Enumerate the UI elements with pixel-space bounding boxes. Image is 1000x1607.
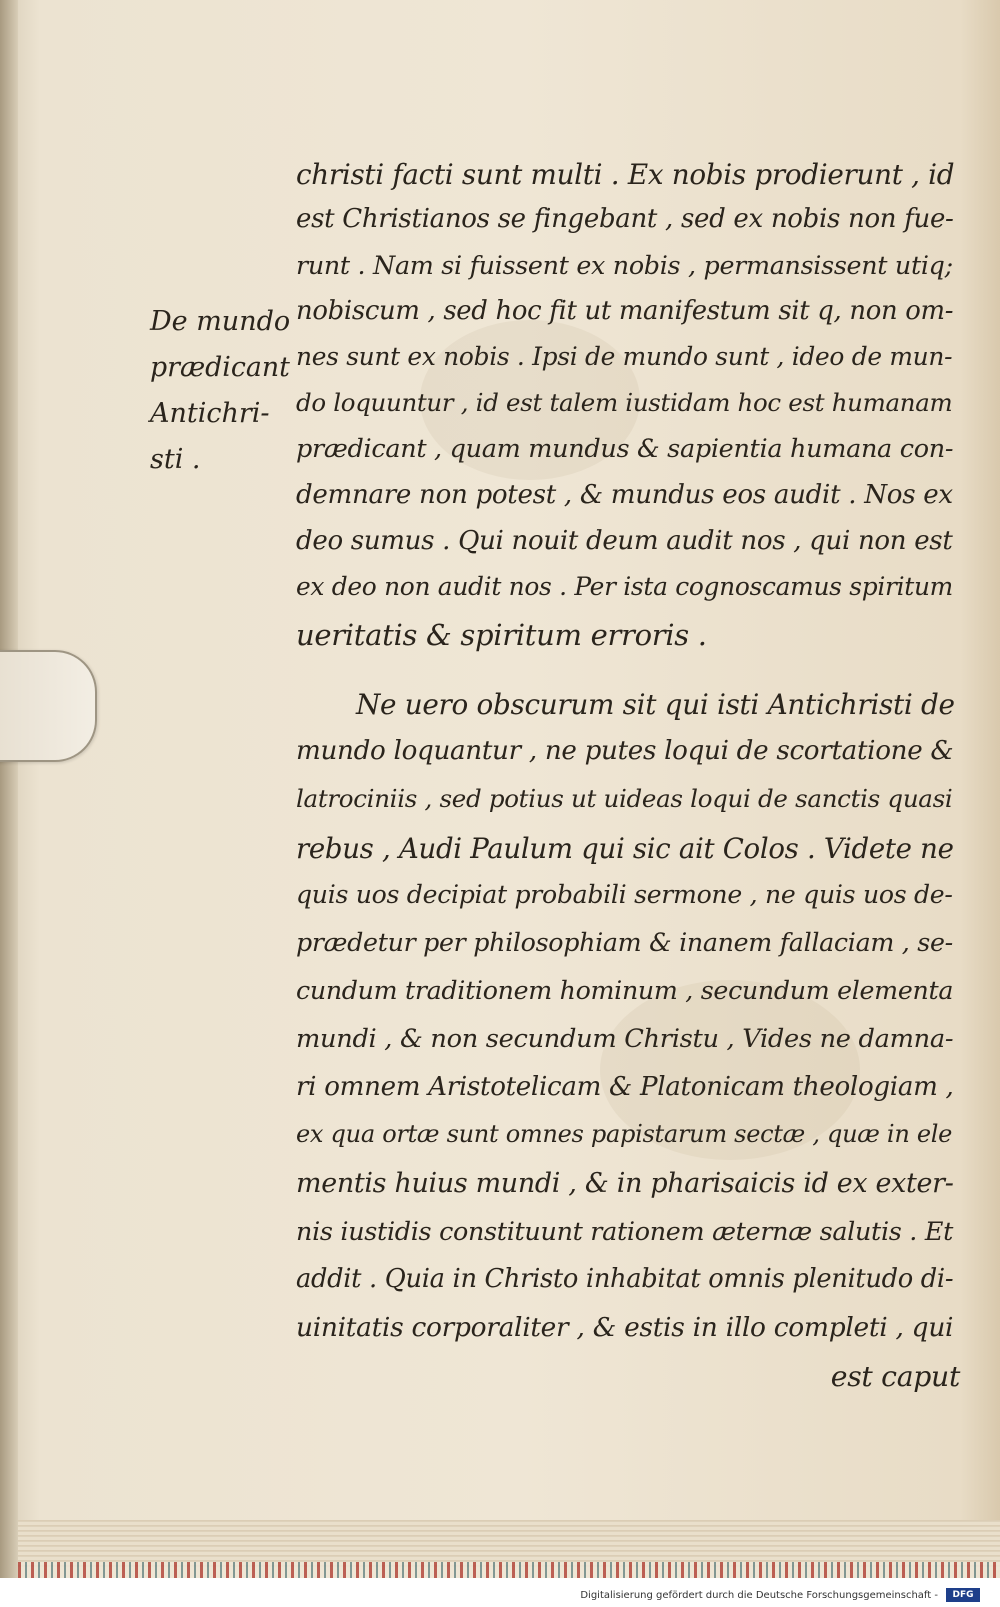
text-line: demnare non potest , & mundus eos audit . Nos ex (296, 480, 953, 510)
marginal-note: Antichri- (150, 398, 270, 429)
clasp-tab (0, 650, 97, 762)
text-line: rebus , Audi Paulum qui sic ait Colos . Videte ne (296, 832, 954, 865)
marginal-note: sti . (150, 444, 201, 475)
text-line: ex qua ortæ sunt omnes papistarum sectæ , quæ in ele (296, 1120, 953, 1148)
text-line: runt . Nam si fuissent ex nobis , permansissent utiq; (296, 250, 953, 280)
text-line: nobiscum , sed hoc fit ut manifestum sit q, non om- (296, 296, 954, 326)
text-line: deo sumus . Qui nouit deum audit nos , qui non est (296, 526, 953, 556)
text-line: Ne uero obscurum sit qui isti Antichristi de (356, 688, 955, 721)
text-line: est Christianos se fingebant , sed ex nobis non fue- (296, 204, 954, 234)
text-line: prædicant , quam mundus & sapientia humana con- (296, 434, 954, 464)
text-line: christi facti sunt multi . Ex nobis prodierunt , id (296, 158, 955, 191)
text-line: latrociniis , sed potius ut uideas loqui de sanctis quasi (296, 784, 953, 813)
text-line: ueritatis & spiritum erroris . (296, 618, 707, 652)
catchword: est caput (830, 1360, 960, 1393)
text-line: nes sunt ex nobis . Ipsi de mundo sunt , ideo de mun- (296, 342, 953, 371)
text-line: mundo loquantur , ne putes loqui de scortatione & (296, 736, 954, 766)
text-line: do loquuntur , id est talem iustidam hoc est humanam (296, 388, 953, 417)
text-line: ex deo non audit nos . Per ista cognoscamus spiritum (296, 572, 953, 601)
text-line: ri omnem Aristotelicam & Platonicam theologiam , (296, 1072, 954, 1102)
text-line: prædetur per philosophiam & inanem fallaciam , se- (296, 928, 953, 957)
text-line: addit . Quia in Christo inhabitat omnis plenitudo di- (296, 1264, 954, 1294)
page-gutter (0, 0, 18, 1607)
digitization-credit: Digitalisierung gefördert durch die Deutsche Forschungsgemeinschaft - (580, 1590, 938, 1601)
text-line: uinitatis corporaliter , & estis in illo completi , qui (296, 1312, 954, 1343)
marginal-note: prædicant (150, 352, 290, 383)
text-line: mentis huius mundi , & in pharisaicis id ex exter- (296, 1168, 954, 1199)
dfg-logo: DFG (946, 1588, 980, 1602)
marginal-note: De mundo (150, 306, 291, 337)
text-line: nis iustidis constituunt rationem æternæ salutis . Et (296, 1216, 954, 1246)
sprinkled-edge (18, 1562, 1000, 1578)
text-line: cundum traditionem hominum , secundum elementa (296, 976, 954, 1005)
text-line: mundi , & non secundum Christu , Vides ne damna- (296, 1024, 954, 1054)
text-line: quis uos decipiat probabili sermone , ne quis uos de- (296, 880, 953, 909)
